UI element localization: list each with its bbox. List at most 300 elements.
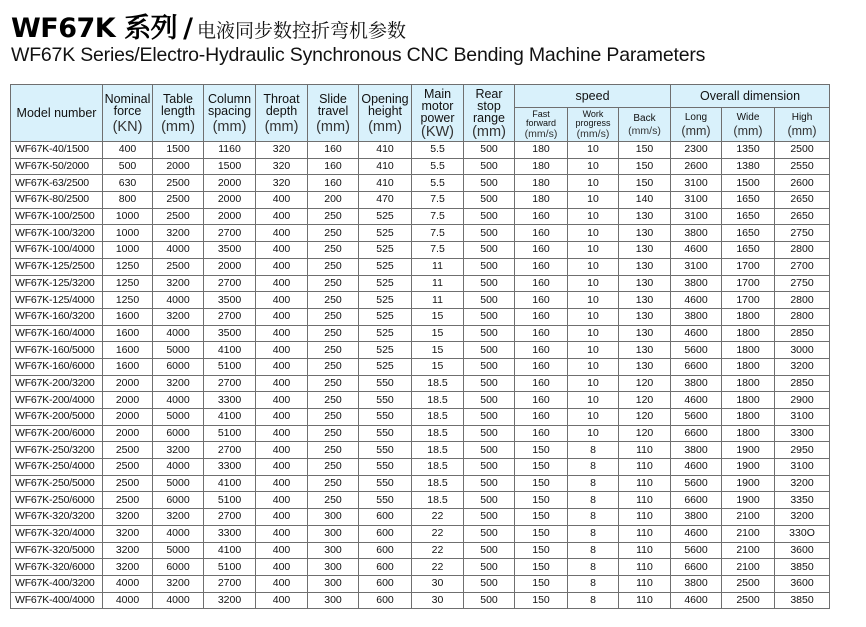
table-cell: 120 bbox=[619, 392, 671, 409]
table-cell: 6600 bbox=[671, 559, 722, 576]
table-cell: 4100 bbox=[204, 342, 256, 359]
table-cell: 1800 bbox=[722, 308, 775, 325]
table-cell: 410 bbox=[359, 175, 412, 192]
table-cell: 400 bbox=[256, 392, 308, 409]
table-cell: 3300 bbox=[204, 392, 256, 409]
table-cell: 500 bbox=[464, 175, 515, 192]
table-cell: 22 bbox=[412, 559, 464, 576]
table-cell: 500 bbox=[464, 492, 515, 509]
table-cell: 110 bbox=[619, 459, 671, 476]
table-row bbox=[11, 225, 830, 242]
table-cell: 500 bbox=[464, 592, 515, 609]
table-cell: 3800 bbox=[671, 308, 722, 325]
table-cell: 4000 bbox=[153, 242, 204, 259]
table-cell: 3850 bbox=[775, 559, 830, 576]
model-number-cell: WF67K-200/3200 bbox=[11, 375, 103, 392]
table-cell: 500 bbox=[464, 525, 515, 542]
table-cell: 500 bbox=[464, 342, 515, 359]
table-cell: 150 bbox=[619, 142, 671, 159]
table-cell: 7.5 bbox=[412, 208, 464, 225]
model-number-cell: WF67K-125/3200 bbox=[11, 275, 103, 292]
table-cell: 400 bbox=[256, 409, 308, 426]
table-cell: 4600 bbox=[671, 392, 722, 409]
table-cell: 1600 bbox=[103, 325, 153, 342]
table-cell: 6600 bbox=[671, 358, 722, 375]
table-cell: 630 bbox=[103, 175, 153, 192]
table-cell: 10 bbox=[568, 242, 619, 259]
header-main-motor-power: Main motor power (KW) bbox=[412, 85, 464, 142]
table-row bbox=[11, 575, 830, 592]
table-cell: 2500 bbox=[722, 592, 775, 609]
table-cell: 2800 bbox=[775, 292, 830, 309]
header-speed-work-progress: Work progress (mm/s) bbox=[568, 108, 619, 142]
table-cell: 160 bbox=[515, 275, 568, 292]
table-cell: 22 bbox=[412, 542, 464, 559]
header-rear-stop-range: Rear stop range (mm) bbox=[464, 85, 515, 142]
table-row bbox=[11, 442, 830, 459]
table-cell: 30 bbox=[412, 575, 464, 592]
table-row bbox=[11, 509, 830, 526]
table-row bbox=[11, 358, 830, 375]
table-cell: 110 bbox=[619, 492, 671, 509]
table-cell: 160 bbox=[515, 425, 568, 442]
table-cell: 5.5 bbox=[412, 158, 464, 175]
table-cell: 1380 bbox=[722, 158, 775, 175]
table-cell: 4000 bbox=[153, 592, 204, 609]
table-cell: 525 bbox=[359, 208, 412, 225]
table-cell: 6600 bbox=[671, 425, 722, 442]
model-number-cell: WF67K-400/4000 bbox=[11, 592, 103, 609]
table-cell: 130 bbox=[619, 308, 671, 325]
table-cell: 5600 bbox=[671, 475, 722, 492]
table-cell: 250 bbox=[308, 208, 359, 225]
table-cell: 3500 bbox=[204, 292, 256, 309]
table-cell: 15 bbox=[412, 325, 464, 342]
model-number-cell: WF67K-320/5000 bbox=[11, 542, 103, 559]
table-cell: 400 bbox=[256, 358, 308, 375]
table-cell: 3200 bbox=[153, 275, 204, 292]
header-opening-height: Opening height (mm) bbox=[359, 85, 412, 142]
table-cell: 5100 bbox=[204, 425, 256, 442]
table-cell: 470 bbox=[359, 192, 412, 209]
table-cell: 10 bbox=[568, 425, 619, 442]
table-cell: 150 bbox=[515, 559, 568, 576]
model-number-cell: WF67K-200/5000 bbox=[11, 409, 103, 426]
table-cell: 3800 bbox=[671, 575, 722, 592]
header-dim-long: Long (mm) bbox=[671, 108, 722, 142]
table-cell: 2750 bbox=[775, 275, 830, 292]
table-cell: 1000 bbox=[103, 208, 153, 225]
table-cell: 10 bbox=[568, 142, 619, 159]
table-cell: 6000 bbox=[153, 425, 204, 442]
table-cell: 2500 bbox=[103, 492, 153, 509]
table-cell: 400 bbox=[103, 142, 153, 159]
table-cell: 130 bbox=[619, 325, 671, 342]
table-cell: 500 bbox=[464, 308, 515, 325]
table-cell: 8 bbox=[568, 559, 619, 576]
table-cell: 18.5 bbox=[412, 409, 464, 426]
table-cell: 3200 bbox=[103, 525, 153, 542]
table-cell: 400 bbox=[256, 492, 308, 509]
table-cell: 2850 bbox=[775, 375, 830, 392]
table-cell: 110 bbox=[619, 442, 671, 459]
table-cell: 110 bbox=[619, 542, 671, 559]
table-cell: 5000 bbox=[153, 542, 204, 559]
table-cell: 150 bbox=[515, 525, 568, 542]
header-dim-high: High (mm) bbox=[775, 108, 830, 142]
table-cell: 3200 bbox=[204, 592, 256, 609]
table-cell: 10 bbox=[568, 342, 619, 359]
header-speed-fast-forward: Fast forward (mm/s) bbox=[515, 108, 568, 142]
table-cell: 8 bbox=[568, 459, 619, 476]
table-cell: 8 bbox=[568, 492, 619, 509]
table-cell: 8 bbox=[568, 442, 619, 459]
table-cell: 110 bbox=[619, 559, 671, 576]
table-cell: 3200 bbox=[153, 375, 204, 392]
table-cell: 320 bbox=[256, 158, 308, 175]
table-cell: 10 bbox=[568, 358, 619, 375]
table-row bbox=[11, 425, 830, 442]
table-cell: 2700 bbox=[204, 225, 256, 242]
model-number-cell: WF67K-160/5000 bbox=[11, 342, 103, 359]
table-cell: 300 bbox=[308, 525, 359, 542]
table-cell: 500 bbox=[464, 258, 515, 275]
table-cell: 500 bbox=[464, 392, 515, 409]
table-cell: 5100 bbox=[204, 358, 256, 375]
table-cell: 15 bbox=[412, 342, 464, 359]
table-cell: 3100 bbox=[671, 208, 722, 225]
table-cell: 500 bbox=[464, 559, 515, 576]
table-cell: 3200 bbox=[153, 575, 204, 592]
table-cell: 1700 bbox=[722, 292, 775, 309]
table-cell: 400 bbox=[256, 258, 308, 275]
table-cell: 130 bbox=[619, 358, 671, 375]
table-cell: 2700 bbox=[204, 509, 256, 526]
table-cell: 5000 bbox=[153, 475, 204, 492]
model-number-cell: WF67K-320/6000 bbox=[11, 559, 103, 576]
model-number-cell: WF67K-100/2500 bbox=[11, 208, 103, 225]
table-cell: 150 bbox=[515, 592, 568, 609]
table-cell: 4000 bbox=[153, 325, 204, 342]
table-cell: 400 bbox=[256, 225, 308, 242]
table-cell: 250 bbox=[308, 409, 359, 426]
table-cell: 400 bbox=[256, 292, 308, 309]
table-cell: 3350 bbox=[775, 492, 830, 509]
table-cell: 300 bbox=[308, 592, 359, 609]
table-cell: 18.5 bbox=[412, 492, 464, 509]
table-cell: 3800 bbox=[671, 509, 722, 526]
table-cell: 18.5 bbox=[412, 425, 464, 442]
header-dim-wide: Wide (mm) bbox=[722, 108, 775, 142]
table-cell: 18.5 bbox=[412, 442, 464, 459]
table-cell: 2700 bbox=[204, 308, 256, 325]
parameters-table bbox=[10, 84, 830, 609]
table-cell: 1600 bbox=[103, 358, 153, 375]
model-number-cell: WF67K-200/6000 bbox=[11, 425, 103, 442]
table-cell: 500 bbox=[464, 409, 515, 426]
table-cell: 400 bbox=[256, 559, 308, 576]
table-cell: 500 bbox=[464, 242, 515, 259]
table-cell: 3200 bbox=[103, 542, 153, 559]
table-cell: 3800 bbox=[671, 442, 722, 459]
table-cell: 10 bbox=[568, 409, 619, 426]
table-cell: 160 bbox=[515, 242, 568, 259]
table-cell: 1700 bbox=[722, 258, 775, 275]
table-cell: 400 bbox=[256, 308, 308, 325]
table-cell: 500 bbox=[464, 475, 515, 492]
table-cell: 11 bbox=[412, 258, 464, 275]
table-row bbox=[11, 525, 830, 542]
table-cell: 400 bbox=[256, 542, 308, 559]
model-number-cell: WF67K-160/6000 bbox=[11, 358, 103, 375]
table-cell: 180 bbox=[515, 175, 568, 192]
table-cell: 4000 bbox=[153, 292, 204, 309]
table-cell: 1600 bbox=[103, 308, 153, 325]
table-cell: 1900 bbox=[722, 492, 775, 509]
table-cell: 200 bbox=[308, 192, 359, 209]
table-cell: 15 bbox=[412, 358, 464, 375]
table-cell: 5000 bbox=[153, 409, 204, 426]
table-cell: 3600 bbox=[775, 542, 830, 559]
table-cell: 1000 bbox=[103, 225, 153, 242]
page-title bbox=[11, 6, 407, 44]
model-number-cell: WF67K-250/3200 bbox=[11, 442, 103, 459]
table-cell: 550 bbox=[359, 459, 412, 476]
table-cell: 400 bbox=[256, 192, 308, 209]
table-cell: 600 bbox=[359, 592, 412, 609]
table-cell: 1650 bbox=[722, 242, 775, 259]
table-cell: 2500 bbox=[103, 475, 153, 492]
table-cell: 500 bbox=[464, 158, 515, 175]
table-cell: 120 bbox=[619, 375, 671, 392]
table-cell: 8 bbox=[568, 475, 619, 492]
table-cell: 250 bbox=[308, 358, 359, 375]
table-cell: 1500 bbox=[204, 158, 256, 175]
model-number-cell: WF67K-125/4000 bbox=[11, 292, 103, 309]
table-cell: 400 bbox=[256, 575, 308, 592]
table-cell: 1800 bbox=[722, 342, 775, 359]
table-cell: 550 bbox=[359, 392, 412, 409]
table-cell: 2850 bbox=[775, 325, 830, 342]
header-model-number: Model number bbox=[11, 85, 103, 142]
table-cell: 250 bbox=[308, 492, 359, 509]
table-cell: 160 bbox=[515, 292, 568, 309]
table-cell: 2500 bbox=[153, 258, 204, 275]
table-cell: 2600 bbox=[775, 175, 830, 192]
table-cell: 160 bbox=[515, 342, 568, 359]
table-cell: 400 bbox=[256, 509, 308, 526]
table-cell: 500 bbox=[464, 358, 515, 375]
table-cell: 300 bbox=[308, 542, 359, 559]
table-cell: 160 bbox=[515, 325, 568, 342]
table-cell: 250 bbox=[308, 459, 359, 476]
table-cell: 1500 bbox=[153, 142, 204, 159]
table-row bbox=[11, 325, 830, 342]
table-cell: 500 bbox=[464, 208, 515, 225]
table-cell: 11 bbox=[412, 292, 464, 309]
table-cell: 130 bbox=[619, 275, 671, 292]
table-cell: 150 bbox=[515, 459, 568, 476]
table-cell: 5600 bbox=[671, 542, 722, 559]
table-cell: 525 bbox=[359, 225, 412, 242]
table-cell: 4000 bbox=[153, 459, 204, 476]
table-cell: 500 bbox=[464, 509, 515, 526]
table-cell: 3300 bbox=[204, 459, 256, 476]
model-number-cell: WF67K-400/3200 bbox=[11, 575, 103, 592]
table-cell: 3200 bbox=[153, 308, 204, 325]
table-cell: 5100 bbox=[204, 559, 256, 576]
table-cell: 400 bbox=[256, 375, 308, 392]
table-row bbox=[11, 592, 830, 609]
page-subtitle: WF67K Series/Electro-Hydraulic Synchronous CNC Bending Machine Parameters bbox=[11, 44, 706, 66]
table-cell: 550 bbox=[359, 409, 412, 426]
header-nominal-force: Nominal force (KN) bbox=[103, 85, 153, 142]
model-number-cell: WF67K-80/2500 bbox=[11, 192, 103, 209]
table-cell: 1800 bbox=[722, 392, 775, 409]
table-cell: 550 bbox=[359, 375, 412, 392]
table-cell: 1900 bbox=[722, 459, 775, 476]
table-cell: 160 bbox=[515, 225, 568, 242]
table-cell: 525 bbox=[359, 308, 412, 325]
table-cell: 1650 bbox=[722, 192, 775, 209]
table-cell: 525 bbox=[359, 275, 412, 292]
table-cell: 2800 bbox=[775, 242, 830, 259]
model-number-cell: WF67K-125/2500 bbox=[11, 258, 103, 275]
table-cell: 5.5 bbox=[412, 142, 464, 159]
table-cell: 500 bbox=[464, 192, 515, 209]
table-cell: 525 bbox=[359, 325, 412, 342]
table-cell: 4000 bbox=[153, 392, 204, 409]
table-cell: 500 bbox=[464, 459, 515, 476]
model-number-cell: WF67K-100/4000 bbox=[11, 242, 103, 259]
table-cell: 2100 bbox=[722, 509, 775, 526]
table-cell: 2500 bbox=[722, 575, 775, 592]
table-cell: 3500 bbox=[204, 242, 256, 259]
table-cell: 3300 bbox=[204, 525, 256, 542]
table-cell: 2950 bbox=[775, 442, 830, 459]
table-cell: 1500 bbox=[722, 175, 775, 192]
table-row bbox=[11, 308, 830, 325]
table-cell: 2650 bbox=[775, 192, 830, 209]
table-cell: 8 bbox=[568, 592, 619, 609]
table-cell: 320 bbox=[256, 142, 308, 159]
table-cell: 2700 bbox=[204, 275, 256, 292]
table-cell: 2500 bbox=[153, 175, 204, 192]
table-cell: 10 bbox=[568, 258, 619, 275]
table-cell: 250 bbox=[308, 225, 359, 242]
table-cell: 6000 bbox=[153, 492, 204, 509]
model-number-cell: WF67K-160/3200 bbox=[11, 308, 103, 325]
table-cell: 5600 bbox=[671, 342, 722, 359]
table-cell: 500 bbox=[464, 575, 515, 592]
table-cell: 6600 bbox=[671, 492, 722, 509]
table-row bbox=[11, 142, 830, 159]
table-cell: 130 bbox=[619, 342, 671, 359]
table-cell: 110 bbox=[619, 575, 671, 592]
title-model: WF67K 系列 bbox=[11, 13, 178, 44]
table-cell: 550 bbox=[359, 492, 412, 509]
table-row bbox=[11, 275, 830, 292]
table-cell: 2100 bbox=[722, 559, 775, 576]
header-speed: speed bbox=[515, 85, 671, 108]
table-cell: 10 bbox=[568, 225, 619, 242]
table-cell: 250 bbox=[308, 292, 359, 309]
header-slide-travel: Slide travel (mm) bbox=[308, 85, 359, 142]
table-cell: 2700 bbox=[204, 375, 256, 392]
header-speed-back: Back (mm/s) bbox=[619, 108, 671, 142]
table-cell: 150 bbox=[515, 509, 568, 526]
table-cell: 3000 bbox=[775, 342, 830, 359]
table-cell: 10 bbox=[568, 192, 619, 209]
table-cell: 600 bbox=[359, 559, 412, 576]
table-cell: 7.5 bbox=[412, 192, 464, 209]
table-cell: 3200 bbox=[775, 475, 830, 492]
table-cell: 15 bbox=[412, 308, 464, 325]
table-cell: 3100 bbox=[775, 409, 830, 426]
model-number-cell: WF67K-50/2000 bbox=[11, 158, 103, 175]
table-cell: 4600 bbox=[671, 242, 722, 259]
table-cell: 500 bbox=[464, 225, 515, 242]
model-number-cell: WF67K-160/4000 bbox=[11, 325, 103, 342]
table-cell: 130 bbox=[619, 242, 671, 259]
table-cell: 18.5 bbox=[412, 475, 464, 492]
table-cell: 4000 bbox=[103, 575, 153, 592]
table-cell: 400 bbox=[256, 342, 308, 359]
table-cell: 600 bbox=[359, 509, 412, 526]
table-cell: 4600 bbox=[671, 592, 722, 609]
table-cell: 3100 bbox=[671, 175, 722, 192]
model-number-cell: WF67K-250/4000 bbox=[11, 459, 103, 476]
table-cell: 3800 bbox=[671, 225, 722, 242]
table-cell: 400 bbox=[256, 459, 308, 476]
table-cell: 525 bbox=[359, 242, 412, 259]
table-cell: 1800 bbox=[722, 358, 775, 375]
table-cell: 400 bbox=[256, 592, 308, 609]
table-cell: 2000 bbox=[103, 375, 153, 392]
table-cell: 11 bbox=[412, 275, 464, 292]
table-cell: 3850 bbox=[775, 592, 830, 609]
table-cell: 1700 bbox=[722, 275, 775, 292]
table-cell: 3100 bbox=[775, 459, 830, 476]
table-cell: 150 bbox=[515, 475, 568, 492]
header-table-length: Table length (mm) bbox=[153, 85, 204, 142]
table-cell: 600 bbox=[359, 542, 412, 559]
table-cell: 5600 bbox=[671, 409, 722, 426]
table-cell: 500 bbox=[464, 542, 515, 559]
table-cell: 130 bbox=[619, 292, 671, 309]
table-cell: 1900 bbox=[722, 475, 775, 492]
table-cell: 1800 bbox=[722, 409, 775, 426]
header-throat-depth: Throat depth (mm) bbox=[256, 85, 308, 142]
table-cell: 18.5 bbox=[412, 375, 464, 392]
table-cell: 150 bbox=[619, 158, 671, 175]
table-cell: 2500 bbox=[153, 208, 204, 225]
table-cell: 500 bbox=[464, 375, 515, 392]
table-cell: 4100 bbox=[204, 475, 256, 492]
table-cell: 10 bbox=[568, 392, 619, 409]
table-row bbox=[11, 459, 830, 476]
table-cell: 3600 bbox=[775, 575, 830, 592]
table-cell: 4000 bbox=[103, 592, 153, 609]
header-column-spacing: Column spacing (mm) bbox=[204, 85, 256, 142]
table-cell: 4600 bbox=[671, 292, 722, 309]
table-cell: 150 bbox=[515, 542, 568, 559]
table-cell: 2750 bbox=[775, 225, 830, 242]
table-row bbox=[11, 409, 830, 426]
table-cell: 10 bbox=[568, 275, 619, 292]
table-cell: 3200 bbox=[153, 509, 204, 526]
table-cell: 2900 bbox=[775, 392, 830, 409]
